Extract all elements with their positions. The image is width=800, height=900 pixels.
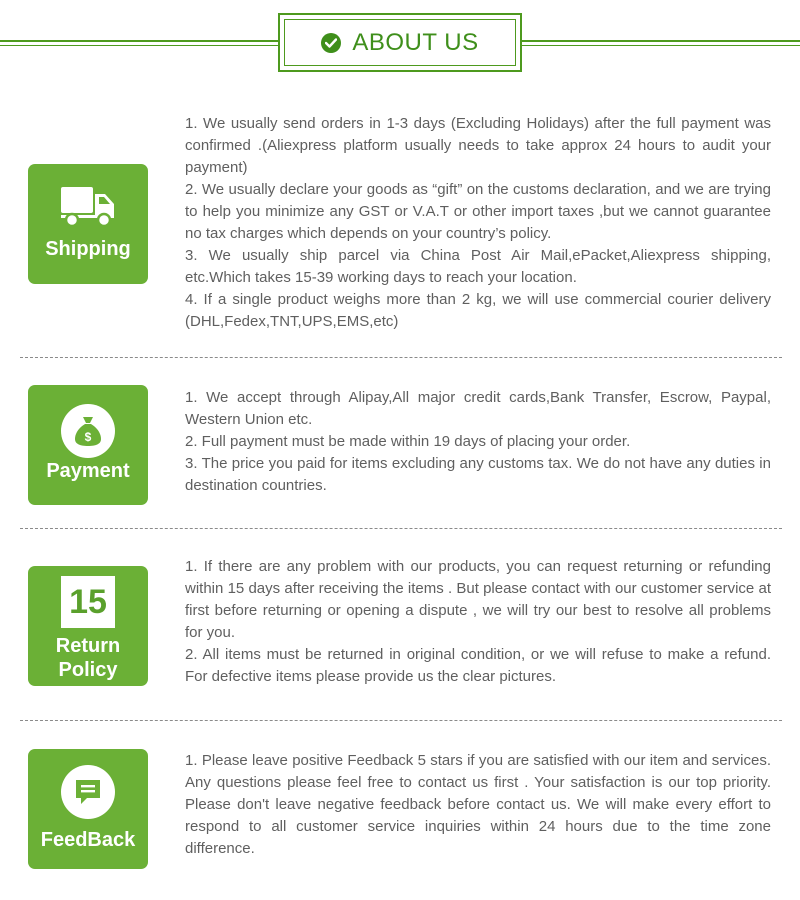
title-box [278,13,522,72]
shipping-item-1: 1. We usually send orders in 1-3 days (Excluding Holidays) after the full payment was confirmed .(Aliexpress platform usually needs to take approx 24 hours to audit your payment) [185,115,771,176]
divider [20,720,782,721]
divider [20,357,782,358]
return-label-line2: Policy [58,659,118,681]
header-rule-right-thin [522,45,800,46]
feedback-badge [28,749,148,869]
header-rule-left-thin [0,45,278,46]
shipping-item-3: 3. We usually ship parcel via China Post Air Mail,ePacket,Aliexpress shipping, etc.Which takes 15-39 working days to reach your location. [185,247,771,286]
truck-icon [60,184,116,228]
shipping-label: Shipping [45,238,131,260]
money-bag-icon [61,404,115,458]
feedback-label: FeedBack [40,829,136,851]
payment-item-1: 1. We accept through Alipay,All major credit cards,Bank Transfer, Escrow, Paypal, Western Union etc. [185,389,771,428]
feedback-item-1: 1. Please leave positive Feedback 5 stars if you are satisfied with our item and services. Any questions please feel free to contact us first . Your satisfaction is our top priority. Please don't leave negative feedback before contact us. We will make every effort to respond to all customer service inquiries within 24 hours due to the time zone difference. [185,752,771,857]
shipping-text [185,113,771,333]
payment-text [185,387,771,497]
return-item-2: 2. All items must be returned in original condition, or we will refuse to make a refund. For defective items please provide us the clear pictures. [185,646,771,685]
chat-bubble-icon [61,765,115,819]
fifteen-days-icon: 15 [61,576,115,628]
payment-badge [28,385,148,505]
return-text [185,556,771,688]
svg-text:$: $ [84,430,92,444]
payment-label: Payment [46,460,130,482]
payment-item-3: 3. The price you paid for items excluding any customs tax. We do not have any duties in destination countries. [185,455,771,494]
header-rule-left [0,40,278,42]
shipping-badge [28,164,148,284]
payment-item-2: 2. Full payment must be made within 19 days of placing your order. [185,433,631,450]
divider [20,528,782,529]
shipping-item-2: 2. We usually declare your goods as “gift” on the customs declaration, and we are trying to help you minimize any GST or V.A.T or other import taxes ,but we cannot guarantee no tax charges which depends on your country’s policy. [185,181,771,242]
page-title: ABOUT US [352,28,479,56]
return-policy-badge [28,566,148,686]
return-item-1: 1. If there are any problem with our products, you can request returning or refunding within 15 days after receiving the items . But please contact with our customer service at first before returning or opening a dispute , we will try our best to resolve all problems for you. [185,558,771,641]
shipping-item-4: 4. If a single product weighs more than 2 kg, we will use commercial courier delivery (DHL,Fedex,TNT,UPS,EMS,etc) [185,291,771,330]
header-rule-right [522,40,800,42]
title-inner [284,19,516,66]
feedback-text [185,750,771,860]
return-label-line1: Return [55,635,121,657]
checkmark-icon [321,33,341,53]
